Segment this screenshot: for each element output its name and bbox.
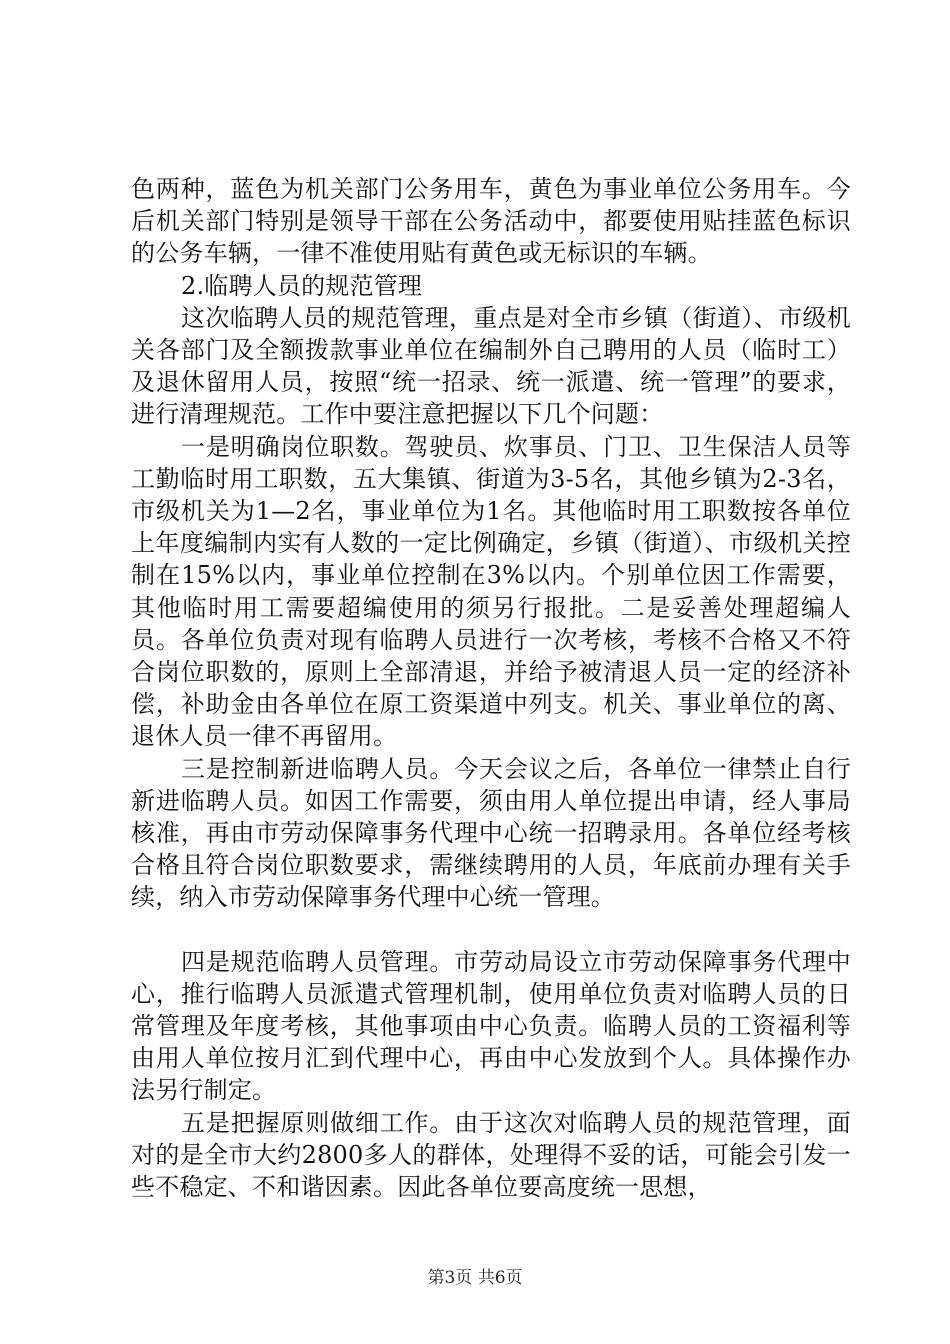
paragraph-item-3: 三是控制新进临聘人员。今天会议之后，各单位一律禁止自行新进临聘人员。如因工作需要，须由用人单位提出申请，经人事局核准，再由市劳动保障事务代理中心统一招聘录用。各单位经考核合格且符合岗位职数要求，需继续聘用的人员，年底前办理有关手续，纳入市劳动保障事务代理中心统一管理。: [131, 754, 851, 912]
paragraph-vehicle-colors: 色两种，蓝色为机关部门公务用车，黄色为事业单位公务用车。今后机关部门特别是领导干部在公务活动中，都要使用贴挂蓝色标识的公务车辆，一律不准使用贴有黄色或无标识的车辆。: [131, 175, 851, 268]
paragraph-item-5: 五是把握原则做细工作。由于这次对临聘人员的规范管理，面对的是全市大约2800多人的群体，处理得不妥的话，可能会引发一些不稳定、不和谐因素。因此各单位要高度统一思想，: [131, 1108, 851, 1202]
paragraph-spacer: [131, 914, 851, 946]
section-heading: 2.临聘人员的规范管理: [181, 271, 423, 300]
paragraph-item-4: 四是规范临聘人员管理。市劳动局设立市劳动保障事务代理中心，推行临聘人员派遣式管理机制，使用单位负责对临聘人员的日常管理及年度考核，其他事项由中心负责。临聘人员的工资福利等由用人单位按月汇到代理中心，再由中心发放到个人。具体操作办法另行制定。: [131, 947, 851, 1105]
page-number: 第3页 共6页: [427, 1268, 523, 1288]
document-body: [131, 173, 851, 1203]
paragraph-intro: 这次临聘人员的规范管理，重点是对全市乡镇（街道）、市级机关各部门及全额拨款事业单位在编制外自己聘用的人员（临时工）及退休留用人员，按照“统一招录、统一派遣、统一管理”的要求，进行清理规范。工作中要注意把握以下几个问题：: [131, 303, 851, 429]
paragraph-item-1-2: 一是明确岗位职数。驾驶员、炊事员、门卫、卫生保洁人员等工勤临时用工职数，五大集镇、街道为3-5名，其他乡镇为2-3名，市级机关为1—2名，事业单位为1名。其他临时用工职数按各单位上年度编制内实有人数的一定比例确定，乡镇（街道）、市级机关控制在15%以内，事业单位控制在3%以内。个别单位因工作需要，其他临时用工需要超编使用的须另行报批。二是妥善处理超编人员。各单位负责对现有临聘人员进行一次考核，考核不合格又不符合岗位职数的，原则上全部清退，并给予被清退人员一定的经济补偿，补助金由各单位在原工资渠道中列支。机关、事业单位的离、退休人员一律不再留用。: [131, 432, 851, 751]
